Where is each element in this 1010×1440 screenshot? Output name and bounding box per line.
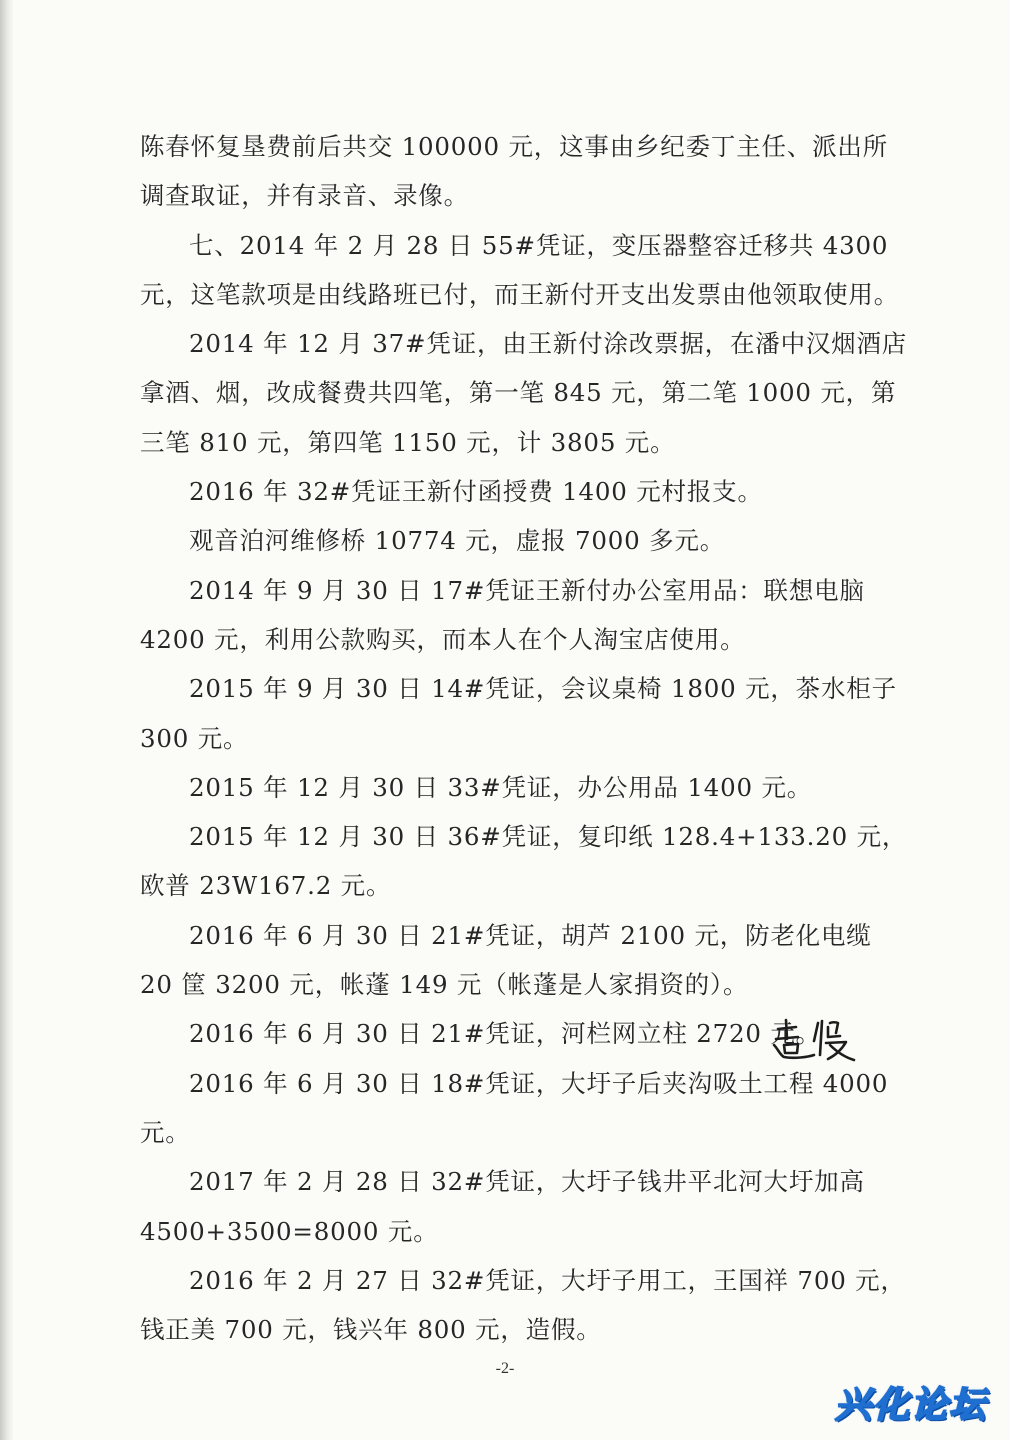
paragraph: 陈春怀复垦费前后共交 100000 元，这事由乡纪委丁主任、派出所调查取证，并有录音、录像。 <box>140 132 888 211</box>
scan-edge-shadow <box>0 0 14 1440</box>
paragraph: 2016 年 6 月 30 日 21#凭证，胡芦 2100 元，防老化电缆 20 筐 3200 元，帐蓬 149 元（帐蓬是人家捐资的）。 <box>140 920 881 1000</box>
paragraph: 2016 年 6 月 30 日 18#凭证，大圩子后夹沟吸土工程 4000 元。 <box>140 1068 897 1147</box>
paragraph: 七、2014 年 2 月 28 日 55#凭证，变压器整容迁移共 4300 元，这笔款项是由线路班已付，而王新付开支出发票由他领取使用。 <box>140 230 899 309</box>
paragraph: 2015 年 12 月 30 日 36#凭证，复印纸 128.4+133.20 元，欧普 23W167.2 元。 <box>140 822 908 901</box>
paragraph: 2014 年 12 月 37#凭证，由王新付涂改票据，在潘中汉烟酒店拿酒、烟，改成餐费共四笔，第一笔 845 元，第二笔 1000 元，第三笔 810 元，第四笔 1150 元，计 3805 元。 <box>140 329 908 457</box>
paragraph: 2016 年 2 月 27 日 32#凭证，大圩子用工，王国祥 700 元，钱正美 700 元，钱兴年 800 元，造假。 <box>140 1265 906 1345</box>
document-body <box>140 122 910 1354</box>
paragraph: 2016 年 32#凭证王新付函授费 1400 元村报支。 <box>189 477 763 507</box>
paragraph: 观音泊河维修桥 10774 元，虚报 7000 多元。 <box>189 526 726 556</box>
paragraph: 2015 年 9 月 30 日 14#凭证，会议桌椅 1800 元，茶水柜子 300 元。 <box>140 674 906 753</box>
paragraph: 2014 年 9 月 30 日 17#凭证王新付办公室用品：联想电脑 4200 元，利用公款购买，而本人在个人淘宝店使用。 <box>140 575 874 654</box>
forum-watermark-logo: 兴化论坛 <box>834 1385 987 1426</box>
paragraph: 2017 年 2 月 28 日 32#凭证，大圩子钱井平北河大圩加高 4500+3500=8000 元。 <box>140 1167 874 1246</box>
paragraph: 2015 年 12 月 30 日 33#凭证，办公用品 1400 元。 <box>189 772 813 802</box>
page-number: -2- <box>495 1360 515 1377</box>
paragraph: 2016 年 6 月 30 日 21#凭证，河栏网立柱 2720 元。 <box>189 1019 821 1049</box>
handwritten-note-fake <box>770 1015 870 1063</box>
